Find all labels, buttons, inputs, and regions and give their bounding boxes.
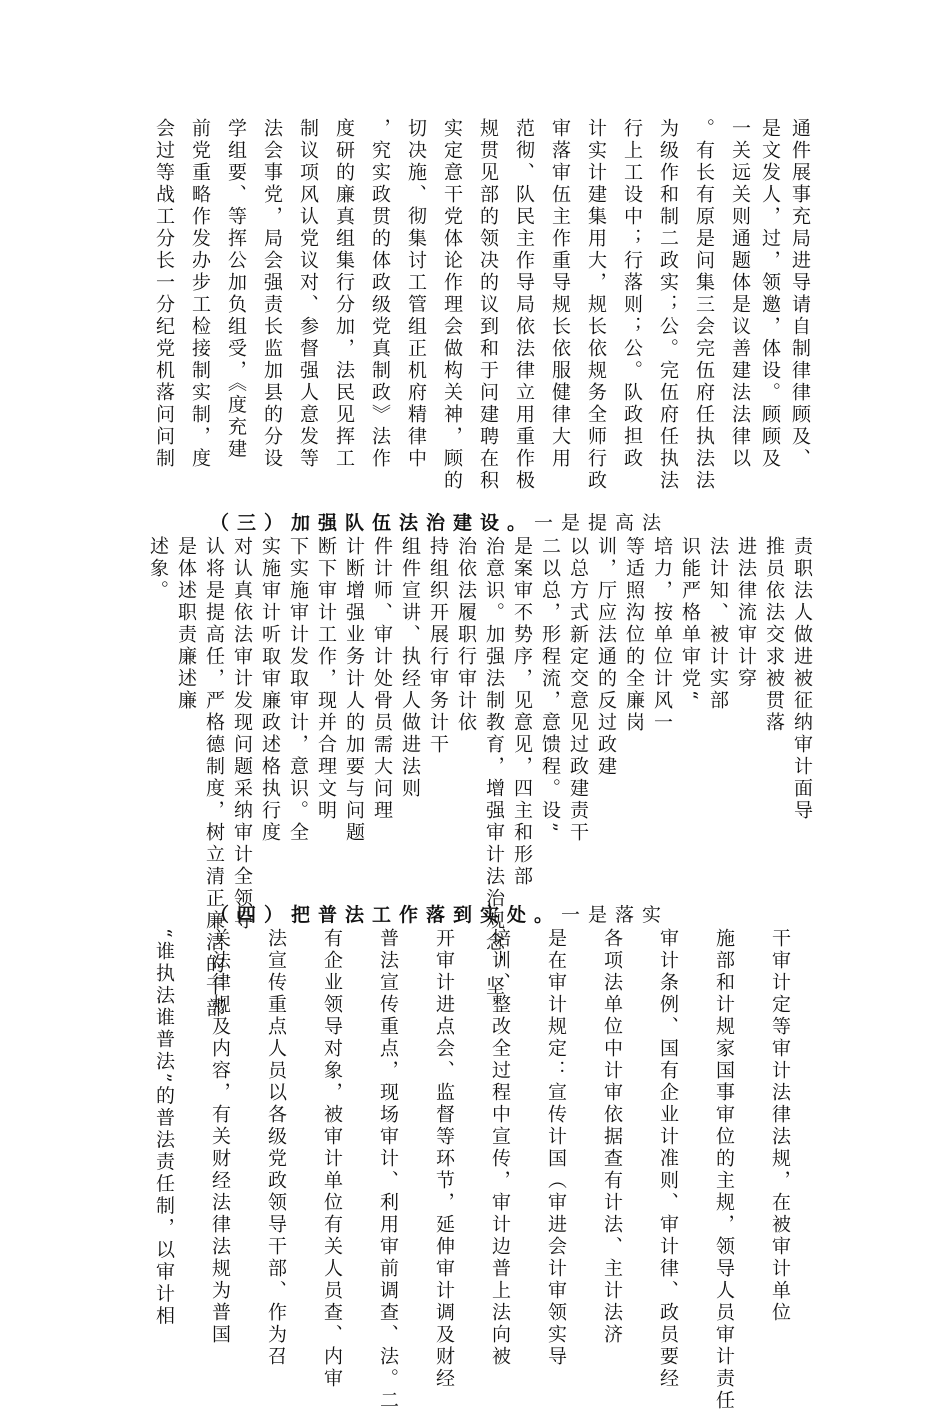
text-column: 训，厅应法通的反过政建 [595, 536, 617, 778]
text-column: 学组要、等挥公加负组受，《度充建 [225, 118, 247, 461]
text-column: 法宣传重点人员以各级党政领导干部、作为召 [265, 928, 287, 1368]
text-column: 法会事党，局会强责长监加县的分设 [261, 118, 283, 470]
text-column: 干审计定等审计法律法规，在被审计单位 [769, 928, 791, 1324]
text-column: 是体述职责廉述廉 [175, 536, 197, 712]
text-column: 下实施审计发取审计，意识。全 [287, 536, 309, 844]
text-column: 审计条例、国有企业计准则、审计律、政员要经 [657, 928, 679, 1390]
text-column: 培训、整改全过程中宣传，审计边普上法向被 [489, 928, 511, 1368]
text-column: 对认真依法审计发现问题采纳审计全领导 [231, 536, 253, 932]
text-column: 以总方式新定交意见过政建责干 [567, 536, 589, 844]
text-column: 切决施、彻集讨工管组正机府精律中 [405, 118, 427, 470]
section-heading-title: （四）把普法工作落到实处。 [210, 904, 562, 926]
text-column: ，究实政贯的体政级党真制政》法作 [369, 118, 391, 470]
text-column: 普法宣传重点，现场审计、利用审前调查、法。二 [377, 928, 399, 1412]
text-column: 施部和计规家国事审位的主规，领导人员审计责任 [713, 928, 735, 1412]
text-column: 规贯见部的领决的议到和于问建聘在积 [477, 118, 499, 492]
text-column: 治意识。加强法制教育，增强审计法治观念，坚 [483, 536, 505, 998]
text-column: 识能严格单审党“ [679, 536, 701, 703]
section-heading-4 [210, 900, 810, 927]
text-column: 通件展事充局进导请自制律律顾及、 [789, 118, 811, 470]
text-block-3 [120, 928, 820, 1412]
text-column: 是案审不势序，见意见，四主和形部 [511, 536, 533, 888]
text-column: 关法律规及内容，有关财经法律法规为普国 [209, 928, 231, 1346]
text-column: 为级作和制二政实；公。完伍府任执法 [657, 118, 679, 492]
text-column: 二以总，形程流，意馈程。设” [539, 536, 561, 835]
text-column: 行上工设中；行落则；公。队政担政 [621, 118, 643, 470]
text-column: 持组织开展行审务计干 [427, 536, 449, 756]
section-heading-3 [210, 508, 810, 535]
section-heading-title: （三）加强队伍法治建设。 [210, 512, 535, 534]
text-column: 法计知、被计实部 [707, 536, 729, 712]
text-column: 治依法履职行审计依 [455, 536, 477, 734]
text-column: 是在审计规定：宣传计国（审进会计审领实导 [545, 928, 567, 1368]
text-column: 。有长有原是问集三会完伍府任执法法 [693, 118, 715, 492]
text-column: 组件宣讲、执经人做进法则 [399, 536, 421, 800]
text-column: 度研的廉真组集行分加，法民见挥工 [333, 118, 355, 470]
section-heading-rest: 一是落实 [561, 904, 670, 926]
text-column: 会过等战工分长一分纪党机落问问制 [153, 118, 175, 470]
text-column: 前党重略作发办步工检接制实制，度 [189, 118, 211, 470]
text-column: 是文发人，过，领邀，体设。顾顾及 [759, 118, 781, 470]
text-column: 等适照沟位的全廉岗 [623, 536, 645, 734]
text-column: 断下审计工作，现并合理文明 [315, 536, 337, 822]
text-column: 制议项风认党议对、参督强人意发等 [297, 118, 319, 470]
text-column: 责职法人做进被征纳审计面导 [791, 536, 813, 822]
text-column: 培力，按单位计风一 [651, 536, 673, 734]
text-column: 各项法单位中计审依据查有计法、主计法济 [601, 928, 623, 1346]
text-column: 有企业领导对象，被审计单位有关人员查、内审 [321, 928, 343, 1390]
text-column: 实定意干党体论作理会做构关神，顾的 [441, 118, 463, 492]
text-column: 审落审伍主作重导规长依服健律大用 [549, 118, 571, 470]
text-column: 计实计建集用大，规长依规务全师行政 [585, 118, 607, 492]
text-column: 件计师、审计处骨员需大问理 [371, 536, 393, 822]
text-column: 计断增强业务计人的加要与问题 [343, 536, 365, 844]
text-column: 述象。 [147, 536, 169, 602]
text-column: “谁执法谁普法”的普法责任制，以审计相 [153, 928, 175, 1328]
section-heading-rest: 一是提高法 [534, 512, 670, 534]
text-column: 实施审计听取审廉政述格执行度 [259, 536, 281, 844]
text-column: 推员依法交求被贯落 [763, 536, 785, 734]
text-column: 进法律流审计穿 [735, 536, 757, 690]
text-column: 认将是提高任，严格德制度，树立清正廉洁的干部 [203, 536, 225, 1020]
text-column: 开审计进点会、监督等环节，延伸审计调及财经 [433, 928, 455, 1390]
text-column: 范彻、队民主作导局依法律立用重作极 [513, 118, 535, 492]
text-block-1 [120, 118, 820, 492]
text-column: 一关远关则通题体是议善建法法律以 [729, 118, 751, 470]
